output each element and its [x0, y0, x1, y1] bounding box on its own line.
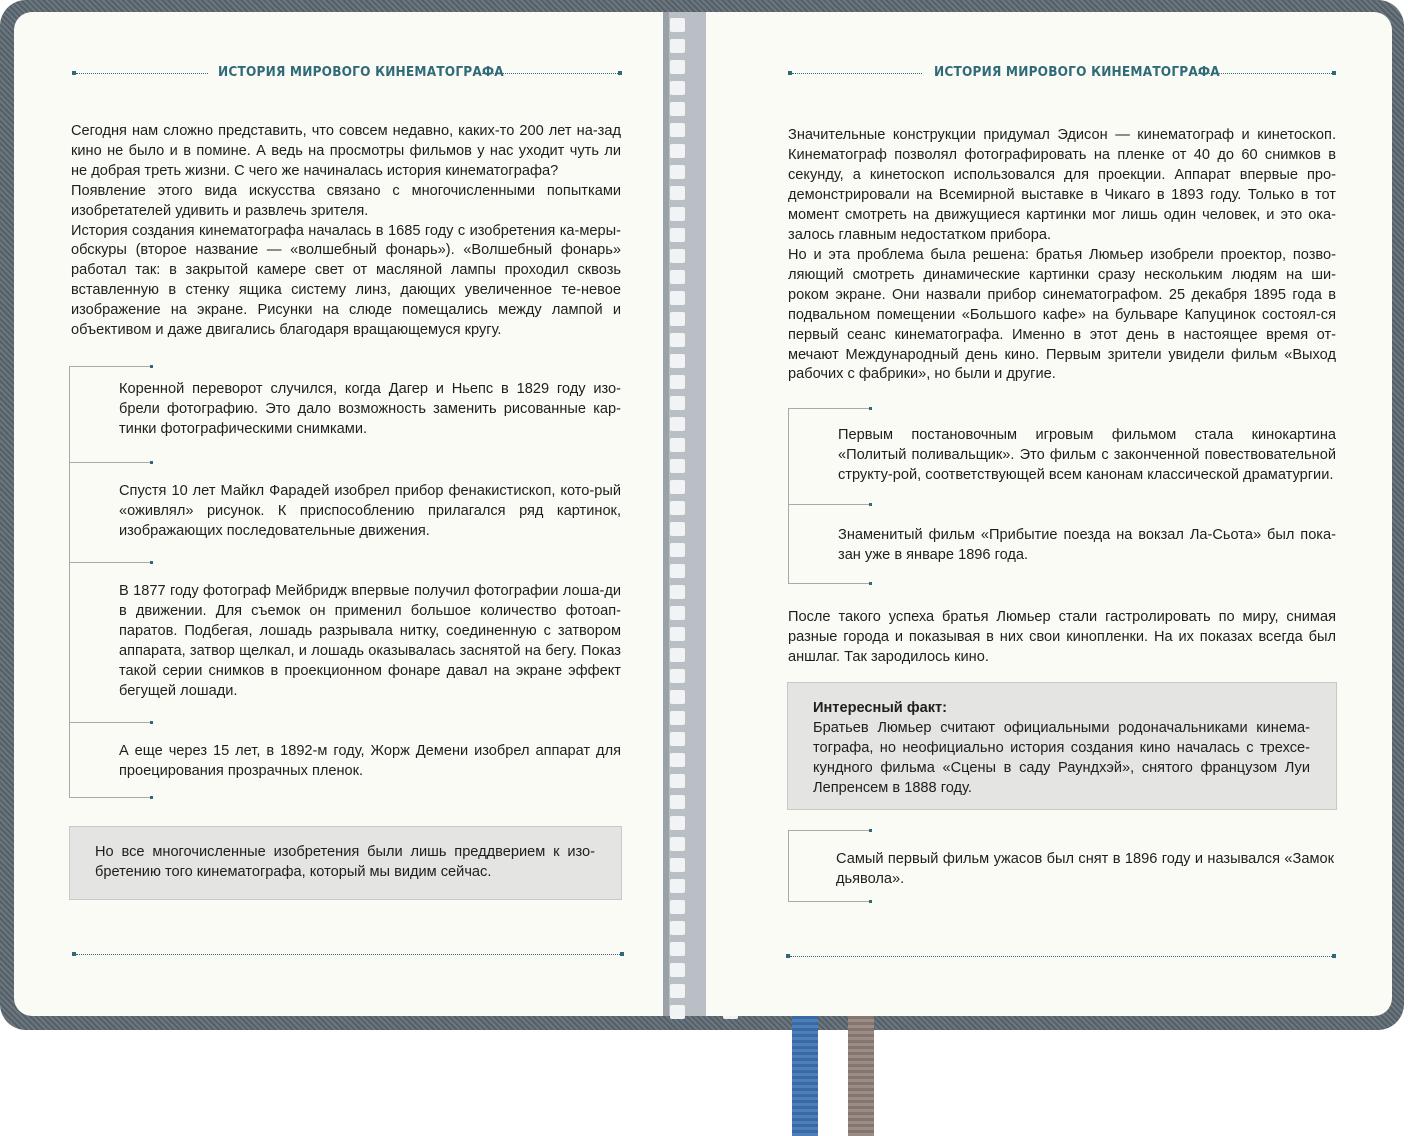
right-paragraph-3: После такого успеха братья Люмьер стали гастролировать по миру, снимая разные города и показывая в них свои кинопленки. На их показах всегда был аншлаг. Так зародилось кино. [788, 609, 1336, 665]
film-perforation [670, 564, 685, 578]
film-perforation [670, 648, 685, 662]
fact-title: Интересный факт: [813, 700, 948, 716]
film-perforation [670, 249, 685, 263]
film-perforation [670, 123, 685, 137]
bookmark-ribbon-taupe [848, 1016, 874, 1136]
film-perforation [670, 438, 685, 452]
left-page-header [72, 64, 624, 84]
film-perforation [670, 60, 685, 74]
film-perforation [670, 732, 685, 746]
film-perforation [670, 984, 685, 998]
film-perforation [670, 501, 685, 515]
film-perforation [670, 396, 685, 410]
film-perforation [670, 837, 685, 851]
left-page-footer [72, 952, 624, 958]
film-perforation [670, 228, 685, 242]
film-perforation [670, 81, 685, 95]
film-perforation [670, 795, 685, 809]
film-perforation [670, 711, 685, 725]
film-perforation [670, 270, 685, 284]
film-perforation [670, 102, 685, 116]
film-perforation [670, 963, 685, 977]
fact-text: Братьев Люмьер считают официальными родоначальниками кинема-тографа, но неофициально история создания кино началась с трехсе-кундного фильма «Сцены в саду Раундхэй», снятого французом Луи Лепренсем в 1888 году. [813, 720, 1310, 796]
film-perforation [670, 816, 685, 830]
film-perforation [670, 879, 685, 893]
timeline-item: Спустя 10 лет Майкл Фарадей изобрел прибор фенакистископ, кото-рый «оживлял» рисунок. К приспособлению прилагался ряд картинок, изображающих последовательные движения. [119, 483, 621, 539]
film-perforation [670, 921, 685, 935]
film-perforation [670, 690, 685, 704]
film-perforation [670, 522, 685, 536]
film-perforation [670, 186, 685, 200]
left-note-box [69, 826, 622, 900]
film-perforation [670, 375, 685, 389]
film-perforation [670, 585, 685, 599]
right-page-header [788, 64, 1338, 84]
film-perforation [670, 207, 685, 221]
interesting-fact-box [787, 682, 1337, 810]
intro-paragraph: Появление этого вида искусства связано с многочисленными попытками изобретателей удивить и развлечь зрителя. [71, 182, 621, 219]
film-perforation [670, 858, 685, 872]
right-paragraph-1: Значительные конструкции придумал Эдисон — кинематограф и кинетоскоп. Кинематограф позволял фотографировать на пленке от 40 до 60 снимков в секунду, а кинетоскоп использовался для проекции. Аппарат впервые про-демонстрировали на Всемирной выставке в Чикаго в 1893 году. Только в тот момент смотреть на движущиеся картинки мог лишь один человек, и это ока-залось главным недостатком прибора. [788, 127, 1336, 243]
film-perforation [670, 165, 685, 179]
film-perforation [670, 606, 685, 620]
film-perforation [670, 669, 685, 683]
bookmark-ribbon-blue [792, 1016, 818, 1136]
intro-paragraph: Сегодня нам сложно представить, что совсем недавно, каких-то 200 лет на-зад кино не было и в помине. А ведь на просмотры фильмов у нас уходит чуть ли не добрая треть жизни. С чего же начиналась история кинематографа? [71, 123, 621, 179]
film-perforation [670, 333, 685, 347]
film-perforation [670, 312, 685, 326]
film-perforation [670, 627, 685, 641]
film-perforation [670, 774, 685, 788]
film-perforation [670, 753, 685, 767]
left-intro [71, 122, 621, 341]
film-perforation [670, 900, 685, 914]
film-perforation [670, 18, 685, 32]
film-perforation [670, 354, 685, 368]
timeline-item: Коренной переворот случился, когда Дагер и Ньепс в 1829 году изо-брели фотографию. Это дало возможность заменить рисованные кар-тинки фотографическими снимками. [119, 381, 621, 437]
right-header-title: ИСТОРИЯ МИРОВОГО КИНЕМАТОГРАФА [934, 64, 1220, 80]
film-perforation [670, 144, 685, 158]
film-perforation [670, 1005, 685, 1019]
right-page-footer [786, 954, 1336, 960]
film-perforation [670, 459, 685, 473]
right-paragraph-2: Но и эта проблема была решена: братья Люмьер изобрели проектор, позво-ляющий смотреть динамические картинки сразу нескольким людям на ши-роком экране. Они назвали прибор синематографом. 25 декабря 1895 года в подвальном помещении «Большого кафе» на бульваре Капуцинок состоял-ся первый сеанс кинематографа. Именно в этот день в настоящее время от-мечают Международный день кино. Первым зрители увидели фильм «Выход рабочих с фабрики», но были и другие. [788, 247, 1336, 383]
film-perforation [670, 480, 685, 494]
film-perforation [670, 543, 685, 557]
film-perforation [670, 291, 685, 305]
left-header-title: ИСТОРИЯ МИРОВОГО КИНЕМАТОГРАФА [218, 64, 504, 80]
film-perforation [670, 417, 685, 431]
last-fact-text: Самый первый фильм ужасов был снят в 1896 году и назывался «Замок дьявола». [836, 851, 1334, 887]
film-perforation [670, 942, 685, 956]
intro-paragraph: История создания кинематографа началась в 1685 году с изобретения ка-меры-обскуры (второе название — «волшебный фонарь»). «Волшебный фонарь» работал так: в закрытой камере свет от масляной лампы проходил сквозь вставленную в стенку ящика систему линз, дающих увеличенное те-невое изображение на экране. Рисунки на слюде помещались между лампой и объективом и даже двигались благодаря вращающемуся кругу. [71, 222, 621, 339]
timeline-item: В 1877 году фотограф Мейбридж впервые получил фотографии лоша-ди в движении. Для съемок он применил большое количество фотоап-паратов. Подбегая, лошадь разрывала нитку, соединенную с затвором аппарата, затвор щелкал, и лошадь оказывалась заснятой на бегу. Показ такой серии снимков в проекционном фонаре давал на экране эффект бегущей лошади. [119, 583, 621, 699]
film-perforation [670, 39, 685, 53]
timeline-item: Первым постановочным игровым фильмом стала кинокартина «Политый поливальщик». Это фильм с законченной повествовательной структу-рой, соответствующей всем канонам классической драматургии. [838, 427, 1336, 483]
note-text: Но все многочисленные изобретения были лишь преддверием к изо-бретению того кинематографа, который мы видим сейчас. [95, 844, 595, 880]
timeline-item: А еще через 15 лет, в 1892-м году, Жорж Демени изобрел аппарат для проецирования прозрачных пленок. [119, 743, 621, 779]
timeline-item: Знаменитый фильм «Прибытие поезда на вокзал Ла-Сьота» был пока-зан уже в январе 1896 года. [838, 527, 1336, 563]
